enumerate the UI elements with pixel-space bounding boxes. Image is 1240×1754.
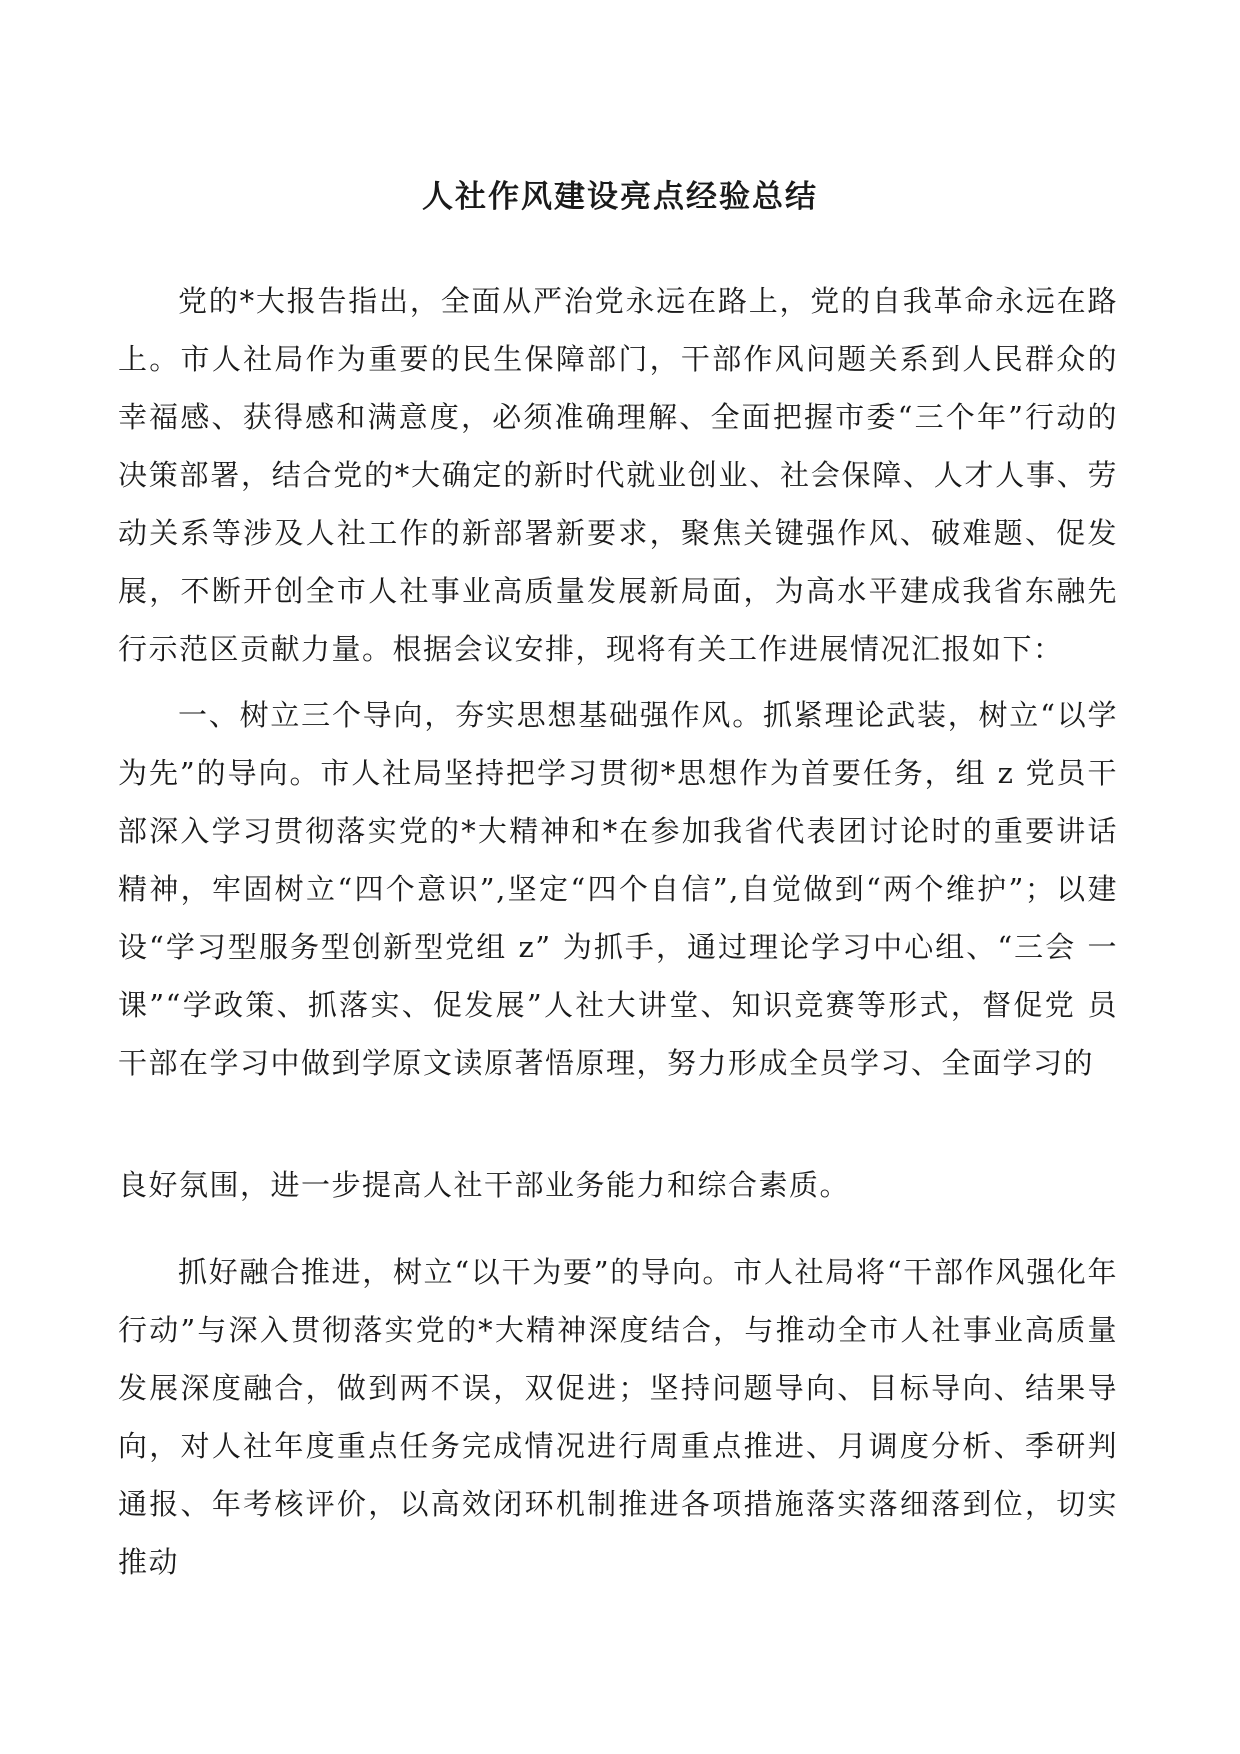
document-title: 人社作风建设亮点经验总结 — [422, 179, 818, 215]
paragraph-integration: 抓好融合推进，树立“以干为要”的导向。市人社局将“干部作风强化年行动”与深入贯彻落实党的*大精神深度结合，与推动全市人社事业高质量发展深度融合，做到两不误，双促进；坚持问题导向、目标导向、结果导向，对人社年度重点任务完成情况进行周重点推进、月调度分析、季研判通报、年考核评价，以高效闭环机制推进各项措施落实落细落到位，切实推动 — [118, 1255, 1118, 1579]
paragraph-intro: 党的*大报告指出，全面从严治党永远在路上，党的自我革命永远在路上。市人社局作为重要的民生保障部门，干部作风问题关系到人民群众的幸福感、获得感和满意度，必须准确理解、全面把握市委“三个年”行动的决策部署，结合党的*大确定的新时代就业创业、社会保障、人才人事、劳动关系等涉及人社工作的新部署新要求，聚焦关键强作风、破难题、促发展，不断开创全市人社事业高质量发展新局面，为高水平建成我省东融先行示范区贡献力量。根据会议安排，现将有关工作进展情况汇报如下： — [118, 284, 1118, 666]
paragraph-section-one-continued: 良好氛围，进一步提高人社干部业务能力和综合素质。 — [118, 1168, 851, 1202]
paragraph-section-one: 一、树立三个导向，夯实思想基础强作风。抓紧理论武装，树立“以学为先”的导向。市人社局坚持把学习贯彻*思想作为首要任务，组 z 党员干部深入学习贯彻落实党的*大精神和*在参加我省代表团讨论时的重要讲话精神，牢固树立“四个意识”,坚定“四个自信”,自觉做到“两个维护”；以建设“学习型服务型创新型党组 z” 为抓手，通过理论学习中心组、“三会 一课”“学政策、抓落实、促发展”人社大讲堂、知识竞赛等形式，督促党 员干部在学习中做到学原文读原著悟原理，努力形成全员学习、全面学习的 — [118, 698, 1118, 1080]
